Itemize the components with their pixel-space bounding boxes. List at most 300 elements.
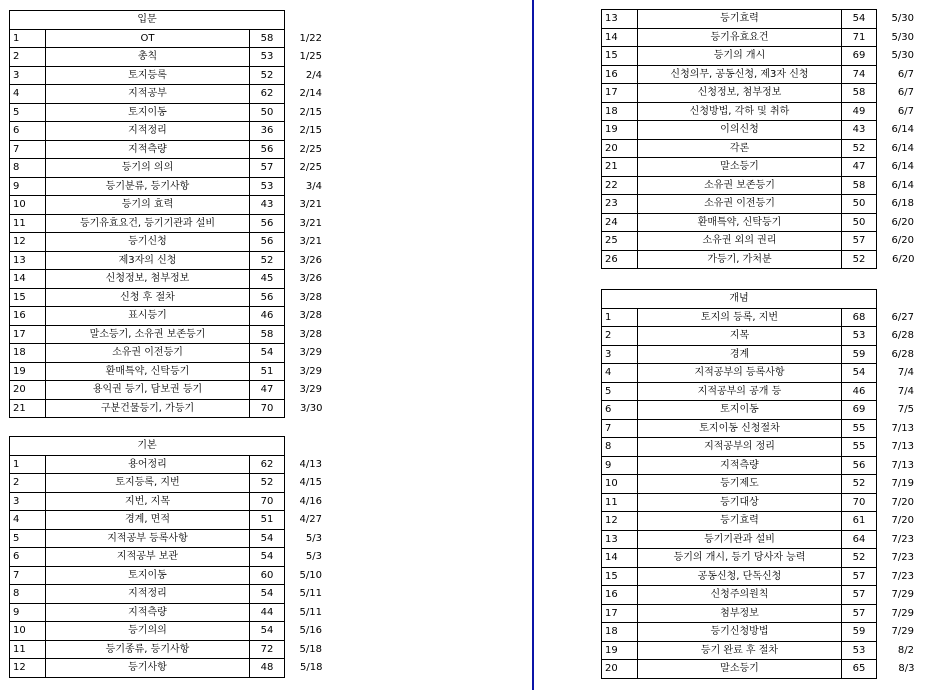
lesson-count: 53 (250, 48, 285, 67)
lesson-count: 52 (250, 251, 285, 270)
lesson-date: 6/28 (891, 348, 914, 360)
lesson-date: 7/29 (891, 607, 914, 619)
lesson-title: 등기 완료 후 절차 (638, 641, 842, 660)
lesson-date: 5/11 (299, 588, 322, 599)
lesson-number: 12 (602, 512, 638, 531)
schedule-table-basic-continued (601, 9, 921, 269)
lesson-count: 56 (250, 214, 285, 233)
lesson-title: 등기의 개시, 등기 당사자 능력 (638, 549, 842, 568)
lesson-title: 소유권 보존등기 (638, 176, 842, 195)
lesson-date: 4/13 (299, 458, 322, 470)
table-row (602, 327, 921, 346)
lesson-title: 총칙 (46, 48, 250, 67)
lesson-title: 등기효력 (638, 512, 842, 531)
lesson-number: 18 (602, 623, 638, 642)
lesson-date: 3/28 (299, 328, 322, 340)
lesson-count: 71 (842, 28, 877, 47)
lesson-number: 21 (602, 158, 638, 177)
lesson-date: 5/11 (299, 606, 322, 618)
section-title: 개념 (602, 290, 877, 309)
table-row (10, 362, 329, 381)
lesson-count: 36 (250, 122, 285, 141)
lesson-number: 15 (602, 567, 638, 586)
lesson-date: 3/4 (305, 180, 322, 192)
table-row (10, 85, 329, 104)
lesson-date: 6/14 (891, 161, 914, 172)
lesson-title: 등기종류, 등기사항 (46, 640, 250, 659)
lesson-number: 7 (10, 140, 46, 159)
lesson-number: 2 (10, 474, 46, 493)
lesson-number: 17 (602, 84, 638, 103)
lesson-title: 등기의 개시 (638, 47, 842, 66)
lesson-number: 5 (10, 529, 46, 548)
lesson-title: 등기의 의의 (46, 159, 250, 178)
lesson-title: 등기제도 (638, 475, 842, 494)
page-divider (532, 0, 534, 690)
table-row (10, 122, 329, 141)
lesson-count: 70 (842, 493, 877, 512)
lesson-title: 지적측량 (46, 140, 250, 159)
lesson-date: 6/14 (891, 142, 914, 154)
lesson-date: 3/26 (299, 273, 322, 284)
lesson-date: 5/30 (891, 13, 914, 24)
lesson-number: 1 (10, 29, 46, 48)
lesson-count: 56 (250, 140, 285, 159)
lesson-date: 5/18 (300, 662, 323, 673)
lesson-number: 9 (10, 177, 46, 196)
lesson-date: 5/3 (305, 532, 322, 544)
lesson-count: 68 (842, 308, 877, 327)
lesson-count: 43 (250, 196, 285, 215)
lesson-title: 표시등기 (46, 307, 250, 326)
table-row (602, 102, 921, 121)
lesson-date: 3/21 (299, 199, 322, 210)
lesson-date: 2/14 (299, 88, 322, 99)
table-row (602, 232, 921, 251)
lesson-count: 60 (250, 566, 285, 585)
table-row (602, 213, 921, 232)
lesson-number: 1 (602, 308, 638, 327)
section-basic-continued (601, 9, 921, 269)
lesson-number: 5 (10, 103, 46, 122)
lesson-count: 54 (842, 10, 877, 29)
lesson-count: 54 (250, 585, 285, 604)
lesson-number: 13 (602, 10, 638, 29)
lesson-date: 6/28 (891, 330, 914, 341)
lesson-number: 2 (602, 327, 638, 346)
lesson-title: 토지이동 (46, 103, 250, 122)
lesson-number: 6 (10, 548, 46, 567)
lesson-title: 말소등기, 소유권 보존등기 (46, 325, 250, 344)
schedule-table-basic (9, 436, 329, 678)
lesson-date: 7/20 (891, 515, 914, 526)
lesson-date: 7/29 (891, 589, 914, 600)
lesson-count: 54 (842, 364, 877, 383)
lesson-title: 토지등록, 지번 (46, 474, 250, 493)
table-row (602, 419, 921, 438)
lesson-number: 11 (10, 640, 46, 659)
lesson-count: 72 (250, 640, 285, 659)
lesson-count: 52 (250, 474, 285, 493)
section-header-row (10, 437, 329, 456)
lesson-title: 등기기관과 설비 (638, 530, 842, 549)
table-row (10, 603, 329, 622)
table-row (10, 529, 329, 548)
lesson-number: 4 (10, 85, 46, 104)
lesson-title: 지적공부의 정리 (638, 438, 842, 457)
lesson-count: 52 (842, 250, 877, 269)
table-row (10, 325, 329, 344)
lesson-date: 3/28 (299, 291, 322, 303)
lesson-count: 58 (250, 325, 285, 344)
lesson-number: 16 (602, 586, 638, 605)
table-row (602, 623, 921, 642)
lesson-count: 70 (250, 399, 285, 418)
lesson-count: 54 (250, 344, 285, 363)
lesson-title: 이의신청 (638, 121, 842, 140)
lesson-date: 6/7 (897, 68, 914, 80)
table-row (602, 28, 921, 47)
lesson-count: 53 (842, 641, 877, 660)
lesson-count: 52 (250, 66, 285, 85)
lesson-title: 신청의무, 공동신청, 제3자 신청 (638, 65, 842, 84)
lesson-count: 50 (250, 103, 285, 122)
lesson-title: 등기사항 (46, 659, 250, 678)
lesson-title: 등기의 효력 (46, 196, 250, 215)
table-row (602, 176, 921, 195)
lesson-date: 6/20 (891, 235, 914, 246)
lesson-title: 토지의 등록, 지번 (638, 308, 842, 327)
lesson-date: 3/30 (300, 402, 323, 414)
table-row (602, 364, 921, 383)
header-spacer (285, 437, 329, 456)
lesson-count: 56 (250, 288, 285, 307)
lesson-number: 22 (602, 176, 638, 195)
lesson-count: 47 (250, 381, 285, 400)
lesson-title: 등기효력 (638, 10, 842, 29)
table-row (10, 492, 329, 511)
lesson-title: 용익권 등기, 담보권 등기 (46, 381, 250, 400)
header-spacer (877, 290, 921, 309)
table-row (10, 66, 329, 85)
lesson-date: 5/30 (891, 50, 914, 61)
lesson-title: 등기신청방법 (638, 623, 842, 642)
lesson-date: 6/18 (891, 198, 914, 209)
lesson-date: 6/27 (891, 311, 914, 323)
lesson-count: 52 (842, 139, 877, 158)
lesson-number: 6 (10, 122, 46, 141)
table-row (10, 659, 329, 678)
lesson-date: 3/21 (299, 236, 322, 247)
lesson-date: 7/13 (891, 422, 914, 434)
lesson-count: 64 (842, 530, 877, 549)
lesson-date: 7/19 (891, 478, 914, 489)
lesson-count: 51 (250, 362, 285, 381)
lesson-title: 지적정리 (46, 122, 250, 141)
table-row (602, 438, 921, 457)
lesson-title: 경계, 면적 (46, 511, 250, 530)
lesson-number: 15 (10, 288, 46, 307)
lesson-number: 17 (602, 604, 638, 623)
lesson-number: 3 (10, 66, 46, 85)
table-row (10, 622, 329, 641)
lesson-date: 6/7 (897, 105, 914, 117)
lesson-count: 58 (842, 84, 877, 103)
table-row (10, 585, 329, 604)
lesson-number: 7 (602, 419, 638, 438)
lesson-number: 12 (10, 233, 46, 252)
table-row (602, 549, 921, 568)
lesson-date: 5/10 (299, 569, 322, 581)
section-title: 입문 (10, 11, 285, 30)
lesson-date: 7/29 (891, 626, 914, 637)
lesson-date: 6/14 (891, 179, 914, 191)
lesson-title: 등기유효요건, 등기기관과 설비 (46, 214, 250, 233)
lesson-number: 14 (602, 549, 638, 568)
table-row (602, 121, 921, 140)
lesson-date: 7/20 (891, 496, 914, 508)
lesson-title: 신청 후 절차 (46, 288, 250, 307)
lesson-number: 24 (602, 213, 638, 232)
lesson-title: 지적측량 (46, 603, 250, 622)
lesson-date: 7/23 (891, 570, 914, 582)
lesson-count: 57 (842, 567, 877, 586)
table-row (10, 214, 329, 233)
lesson-date: 3/29 (299, 384, 322, 395)
table-row (10, 344, 329, 363)
lesson-count: 54 (250, 548, 285, 567)
lesson-count: 69 (842, 401, 877, 420)
lesson-date: 6/20 (891, 216, 914, 228)
lesson-title: 등기분류, 등기사항 (46, 177, 250, 196)
table-row (602, 456, 921, 475)
lesson-count: 44 (250, 603, 285, 622)
lesson-title: 제3자의 신청 (46, 251, 250, 270)
table-row (10, 103, 329, 122)
table-row (602, 308, 921, 327)
lesson-date: 2/25 (299, 143, 322, 155)
lesson-number: 18 (602, 102, 638, 121)
lesson-date: 8/2 (897, 644, 914, 656)
lesson-date: 7/23 (891, 533, 914, 545)
lesson-title: 지적측량 (638, 456, 842, 475)
table-row (602, 641, 921, 660)
lesson-count: 51 (250, 511, 285, 530)
lesson-number: 16 (10, 307, 46, 326)
lesson-title: 신청방법, 각하 및 취하 (638, 102, 842, 121)
lesson-number: 14 (602, 28, 638, 47)
lesson-count: 59 (842, 345, 877, 364)
lesson-count: 58 (842, 176, 877, 195)
lesson-date: 6/20 (892, 253, 915, 265)
lesson-count: 53 (842, 327, 877, 346)
lesson-number: 20 (602, 139, 638, 158)
lesson-count: 54 (250, 622, 285, 641)
lesson-count: 62 (250, 455, 285, 474)
lesson-count: 55 (842, 419, 877, 438)
lesson-number: 8 (10, 159, 46, 178)
lesson-title: 등기유효요건 (638, 28, 842, 47)
lesson-count: 45 (250, 270, 285, 289)
lesson-number: 14 (10, 270, 46, 289)
table-row (602, 47, 921, 66)
lesson-title: 지적공부 등록사항 (46, 529, 250, 548)
lesson-title: 소유권 외의 권리 (638, 232, 842, 251)
lesson-date: 6/14 (891, 124, 914, 135)
lesson-count: 56 (842, 456, 877, 475)
lesson-date: 7/4 (897, 367, 914, 378)
lesson-count: 46 (842, 382, 877, 401)
lesson-number: 19 (602, 641, 638, 660)
table-row (602, 84, 921, 103)
lesson-title: 구분건물등기, 가등기 (46, 399, 250, 418)
lesson-date: 5/30 (891, 31, 914, 43)
table-row (10, 29, 329, 48)
lesson-number: 20 (10, 381, 46, 400)
lesson-title: 지목 (638, 327, 842, 346)
lesson-count: 59 (842, 623, 877, 642)
table-row (602, 250, 921, 269)
lesson-count: 56 (250, 233, 285, 252)
lesson-number: 20 (602, 660, 638, 679)
lesson-date: 2/4 (305, 69, 322, 81)
section-intro (9, 10, 329, 418)
lesson-count: 69 (842, 47, 877, 66)
lesson-number: 11 (602, 493, 638, 512)
lesson-count: 48 (250, 659, 285, 678)
lesson-title: 지적공부의 공개 등 (638, 382, 842, 401)
lesson-title: 지적공부 (46, 85, 250, 104)
section-concept (601, 289, 921, 679)
lesson-count: 57 (842, 604, 877, 623)
lesson-title: 지적공부 보관 (46, 548, 250, 567)
lesson-date: 3/21 (299, 217, 322, 229)
lesson-number: 21 (10, 399, 46, 418)
lesson-count: 49 (842, 102, 877, 121)
lesson-title: 토지이동 (46, 566, 250, 585)
lesson-count: 62 (250, 85, 285, 104)
section-header-row (602, 290, 921, 309)
lesson-date: 5/16 (299, 625, 322, 636)
lesson-number: 16 (602, 65, 638, 84)
lesson-number: 3 (602, 345, 638, 364)
table-row (10, 307, 329, 326)
lesson-number: 19 (602, 121, 638, 140)
table-row (10, 288, 329, 307)
table-row (602, 65, 921, 84)
table-row (602, 10, 921, 29)
table-row (10, 511, 329, 530)
table-row (10, 566, 329, 585)
lesson-title: 가등기, 가처분 (638, 250, 842, 269)
lesson-title: 토지등록 (46, 66, 250, 85)
lesson-title: 지적정리 (46, 585, 250, 604)
lesson-count: 55 (842, 438, 877, 457)
lesson-date: 1/22 (299, 32, 322, 44)
lesson-title: 용어정리 (46, 455, 250, 474)
lesson-count: 50 (842, 213, 877, 232)
section-basic (9, 436, 329, 678)
lesson-date: 3/28 (299, 310, 322, 321)
lesson-title: 지번, 지목 (46, 492, 250, 511)
table-row (10, 640, 329, 659)
lesson-date: 5/18 (299, 643, 322, 655)
table-row (10, 177, 329, 196)
schedule-table-concept (601, 289, 921, 679)
table-row (10, 233, 329, 252)
lesson-date: 2/15 (299, 106, 322, 118)
lesson-date: 1/25 (299, 51, 322, 62)
lesson-count: 52 (842, 549, 877, 568)
lesson-title: 첨부정보 (638, 604, 842, 623)
lesson-count: 57 (842, 232, 877, 251)
table-row (10, 196, 329, 215)
lesson-count: 54 (250, 529, 285, 548)
table-row (10, 474, 329, 493)
table-row (10, 548, 329, 567)
table-row (10, 159, 329, 178)
table-row (602, 158, 921, 177)
lesson-title: 경계 (638, 345, 842, 364)
lesson-number: 6 (602, 401, 638, 420)
lesson-date: 7/13 (891, 459, 914, 471)
lesson-date: 7/4 (897, 385, 914, 397)
lesson-title: 환매특약, 신탁등기 (638, 213, 842, 232)
table-row (602, 530, 921, 549)
lesson-count: 58 (250, 29, 285, 48)
lesson-number: 25 (602, 232, 638, 251)
lesson-count: 65 (842, 660, 877, 679)
lesson-title: 지적공부의 등록사항 (638, 364, 842, 383)
lesson-title: 말소등기 (638, 158, 842, 177)
lesson-number: 9 (10, 603, 46, 622)
section-header-row (10, 11, 329, 30)
lesson-date: 4/15 (299, 477, 322, 488)
table-row (602, 475, 921, 494)
lesson-title: 공동신청, 단독신청 (638, 567, 842, 586)
lesson-number: 10 (10, 622, 46, 641)
table-row (10, 140, 329, 159)
table-row (602, 139, 921, 158)
lesson-number: 10 (602, 475, 638, 494)
table-row (602, 195, 921, 214)
table-row (10, 455, 329, 474)
lesson-date: 7/23 (891, 552, 914, 563)
lesson-number: 23 (602, 195, 638, 214)
lesson-number: 4 (602, 364, 638, 383)
lesson-date: 5/3 (305, 551, 322, 562)
lesson-number: 11 (10, 214, 46, 233)
lesson-date: 3/29 (299, 347, 322, 358)
lesson-count: 43 (842, 121, 877, 140)
table-row (602, 567, 921, 586)
lesson-number: 7 (10, 566, 46, 585)
lesson-title: 각론 (638, 139, 842, 158)
table-row (10, 381, 329, 400)
header-spacer (285, 11, 329, 30)
table-row (602, 660, 921, 679)
lesson-number: 8 (602, 438, 638, 457)
lesson-title: 소유권 이전등기 (46, 344, 250, 363)
lesson-count: 57 (250, 159, 285, 178)
table-row (602, 345, 921, 364)
lesson-count: 46 (250, 307, 285, 326)
table-row (602, 493, 921, 512)
lesson-count: 50 (842, 195, 877, 214)
lesson-title: 토지이동 신청절차 (638, 419, 842, 438)
lesson-number: 8 (10, 585, 46, 604)
lesson-title: 환매특약, 신탁등기 (46, 362, 250, 381)
